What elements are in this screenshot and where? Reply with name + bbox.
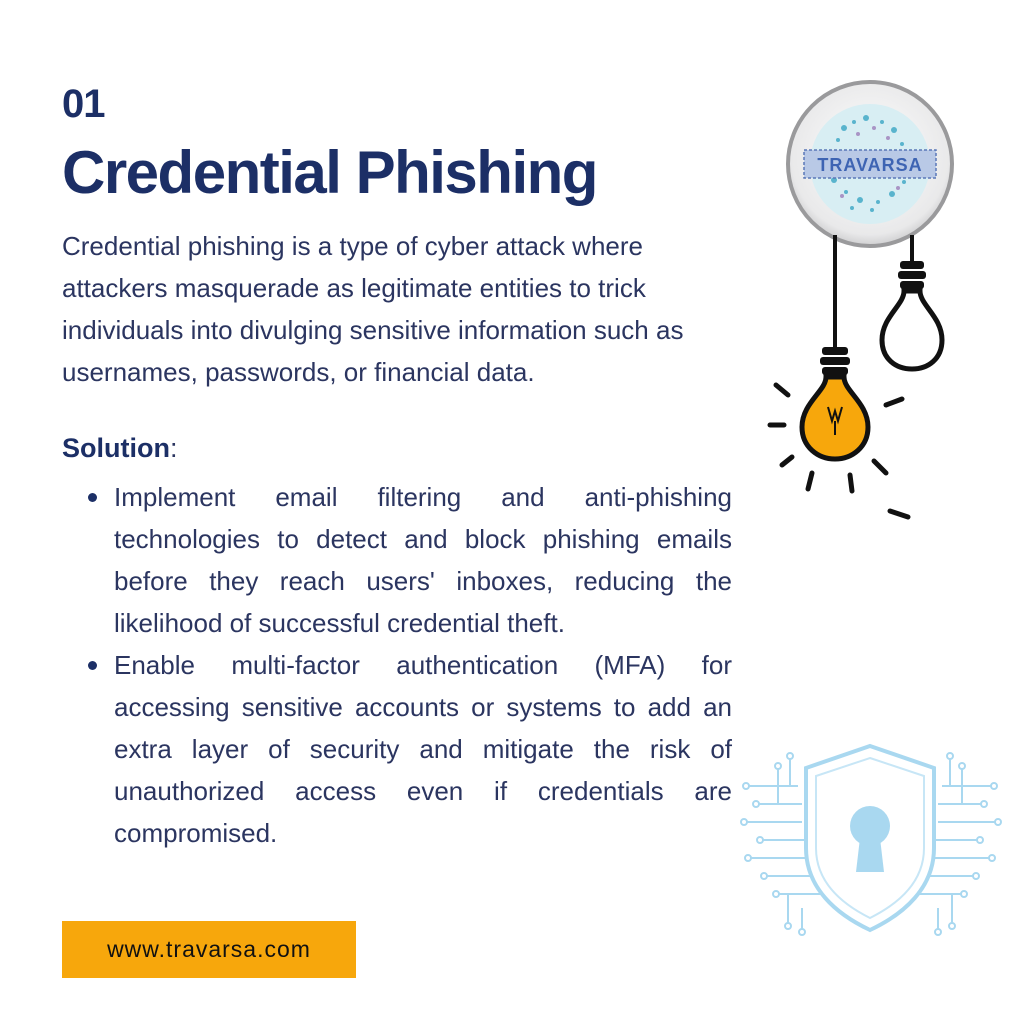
page-title: Credential Phishing bbox=[62, 139, 597, 206]
intro-paragraph: Credential phishing is a type of cyber attack where attackers masquerade as legitimate entities to trick individuals into divulging sensitive information such as usernames, passwords, or financial data. bbox=[62, 231, 684, 387]
solution-heading bbox=[62, 433, 178, 464]
website-link-box[interactable] bbox=[62, 921, 356, 978]
light-bulb-outline-icon bbox=[882, 235, 942, 369]
logo-text: TRAVARSA bbox=[817, 155, 923, 175]
bullet-icon bbox=[88, 493, 97, 502]
light-bulb-lit-icon bbox=[770, 235, 908, 517]
section-number: 01 bbox=[62, 82, 105, 126]
travarsa-logo bbox=[784, 78, 956, 250]
bullet-icon bbox=[88, 661, 97, 670]
solution-list bbox=[62, 476, 732, 854]
solution-label: Solution bbox=[62, 433, 170, 463]
light-bulbs-illustration bbox=[760, 235, 960, 525]
solution-colon: : bbox=[169, 433, 178, 463]
list-item bbox=[62, 644, 732, 854]
shield-keyhole-circuit-icon bbox=[738, 738, 1002, 938]
list-item-text: Implement email filtering and anti-phishing technologies to detect and block phishing emails before they reach users' inboxes, reducing the likelihood of successful credential theft. bbox=[114, 482, 732, 638]
list-item-text: Enable multi-factor authentication (MFA) for accessing sensitive accounts or systems to add an extra layer of security and mitigate the risk of unauthorized access even if credentials are compromised. bbox=[114, 650, 732, 848]
list-item bbox=[62, 476, 732, 644]
website-link[interactable]: www.travarsa.com bbox=[107, 936, 311, 962]
